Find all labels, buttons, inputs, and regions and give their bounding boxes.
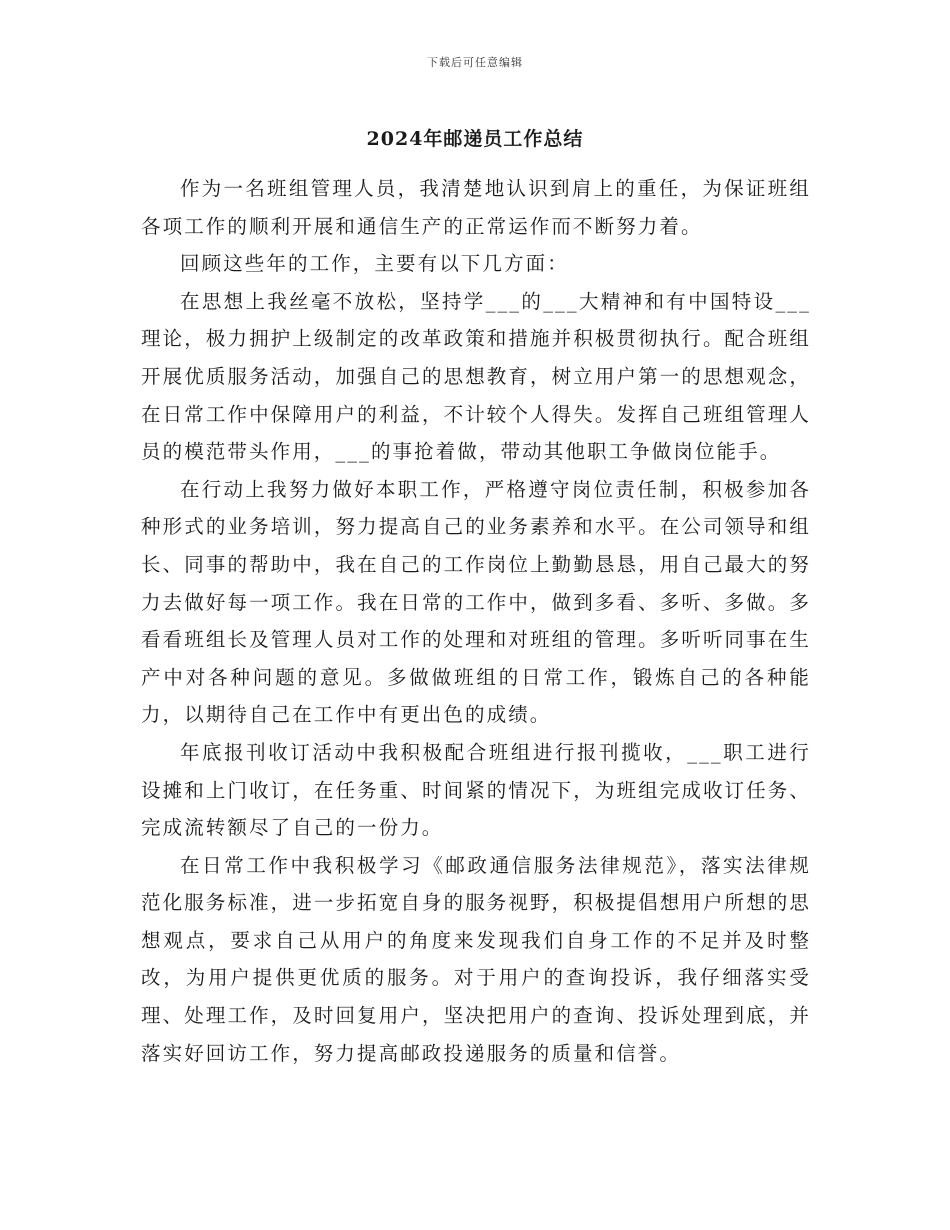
paragraph: 年底报刊收订活动中我积极配合班组进行报刊揽收，___职工进行设摊和上门收订，在任务重、时间紧的情况下，为班组完成收订任务、完成流转额尽了自己的一份力。: [141, 740, 811, 840]
paragraph: 回顾这些年的工作，主要有以下几方面：: [180, 252, 569, 276]
header-note: 下载后可任意编辑: [427, 56, 523, 69]
paragraph: 在思想上我丝毫不放松，坚持学___的___大精神和有中国特设___理论，极力拥护上级制定的改革政策和措施并积极贯彻执行。配合班组开展优质服务活动，加强自己的思想教育，树立用户第一的思想观念，在日常工作中保障用户的利益，不计较个人得失。发挥自己班组管理人员的模范带头作用，___的事抢着做，带动其他职工争做岗位能手。: [141, 289, 811, 464]
paragraph: 作为一名班组管理人员，我清楚地认识到肩上的重任，为保证班组各项工作的顺利开展和通信生产的正常运作而不断努力着。: [141, 177, 811, 238]
document-body: [141, 170, 811, 1072]
paragraph: 在日常工作中我积极学习《邮政通信服务法律规范》，落实法律规范化服务标准，进一步拓宽自身的服务视野，积极提倡想用户所想的思想观点，要求自己从用户的角度来发现我们自身工作的不足并及时整改，为用户提供更优质的服务。对于用户的查询投诉，我仔细落实受理、处理工作，及时回复用户，坚决把用户的查询、投诉处理到底，并落实好回访工作，努力提高邮政投递服务的质量和信誉。: [141, 853, 811, 1065]
paragraph: 在行动上我努力做好本职工作，严格遵守岗位责任制，积极参加各种形式的业务培训，努力提高自己的业务素养和水平。在公司领导和组长、同事的帮助中，我在自己的工作岗位上勤勤恳恳，用自己最大的努力去做好每一项工作。我在日常的工作中，做到多看、多听、多做。多看看班组长及管理人员对工作的处理和对班组的管理。多听听同事在生产中对各种问题的意见。多做做班组的日常工作，锻炼自己的各种能力，以期待自己在工作中有更出色的成绩。: [141, 477, 811, 727]
document-title: 2024年邮递员工作总结: [366, 128, 584, 150]
